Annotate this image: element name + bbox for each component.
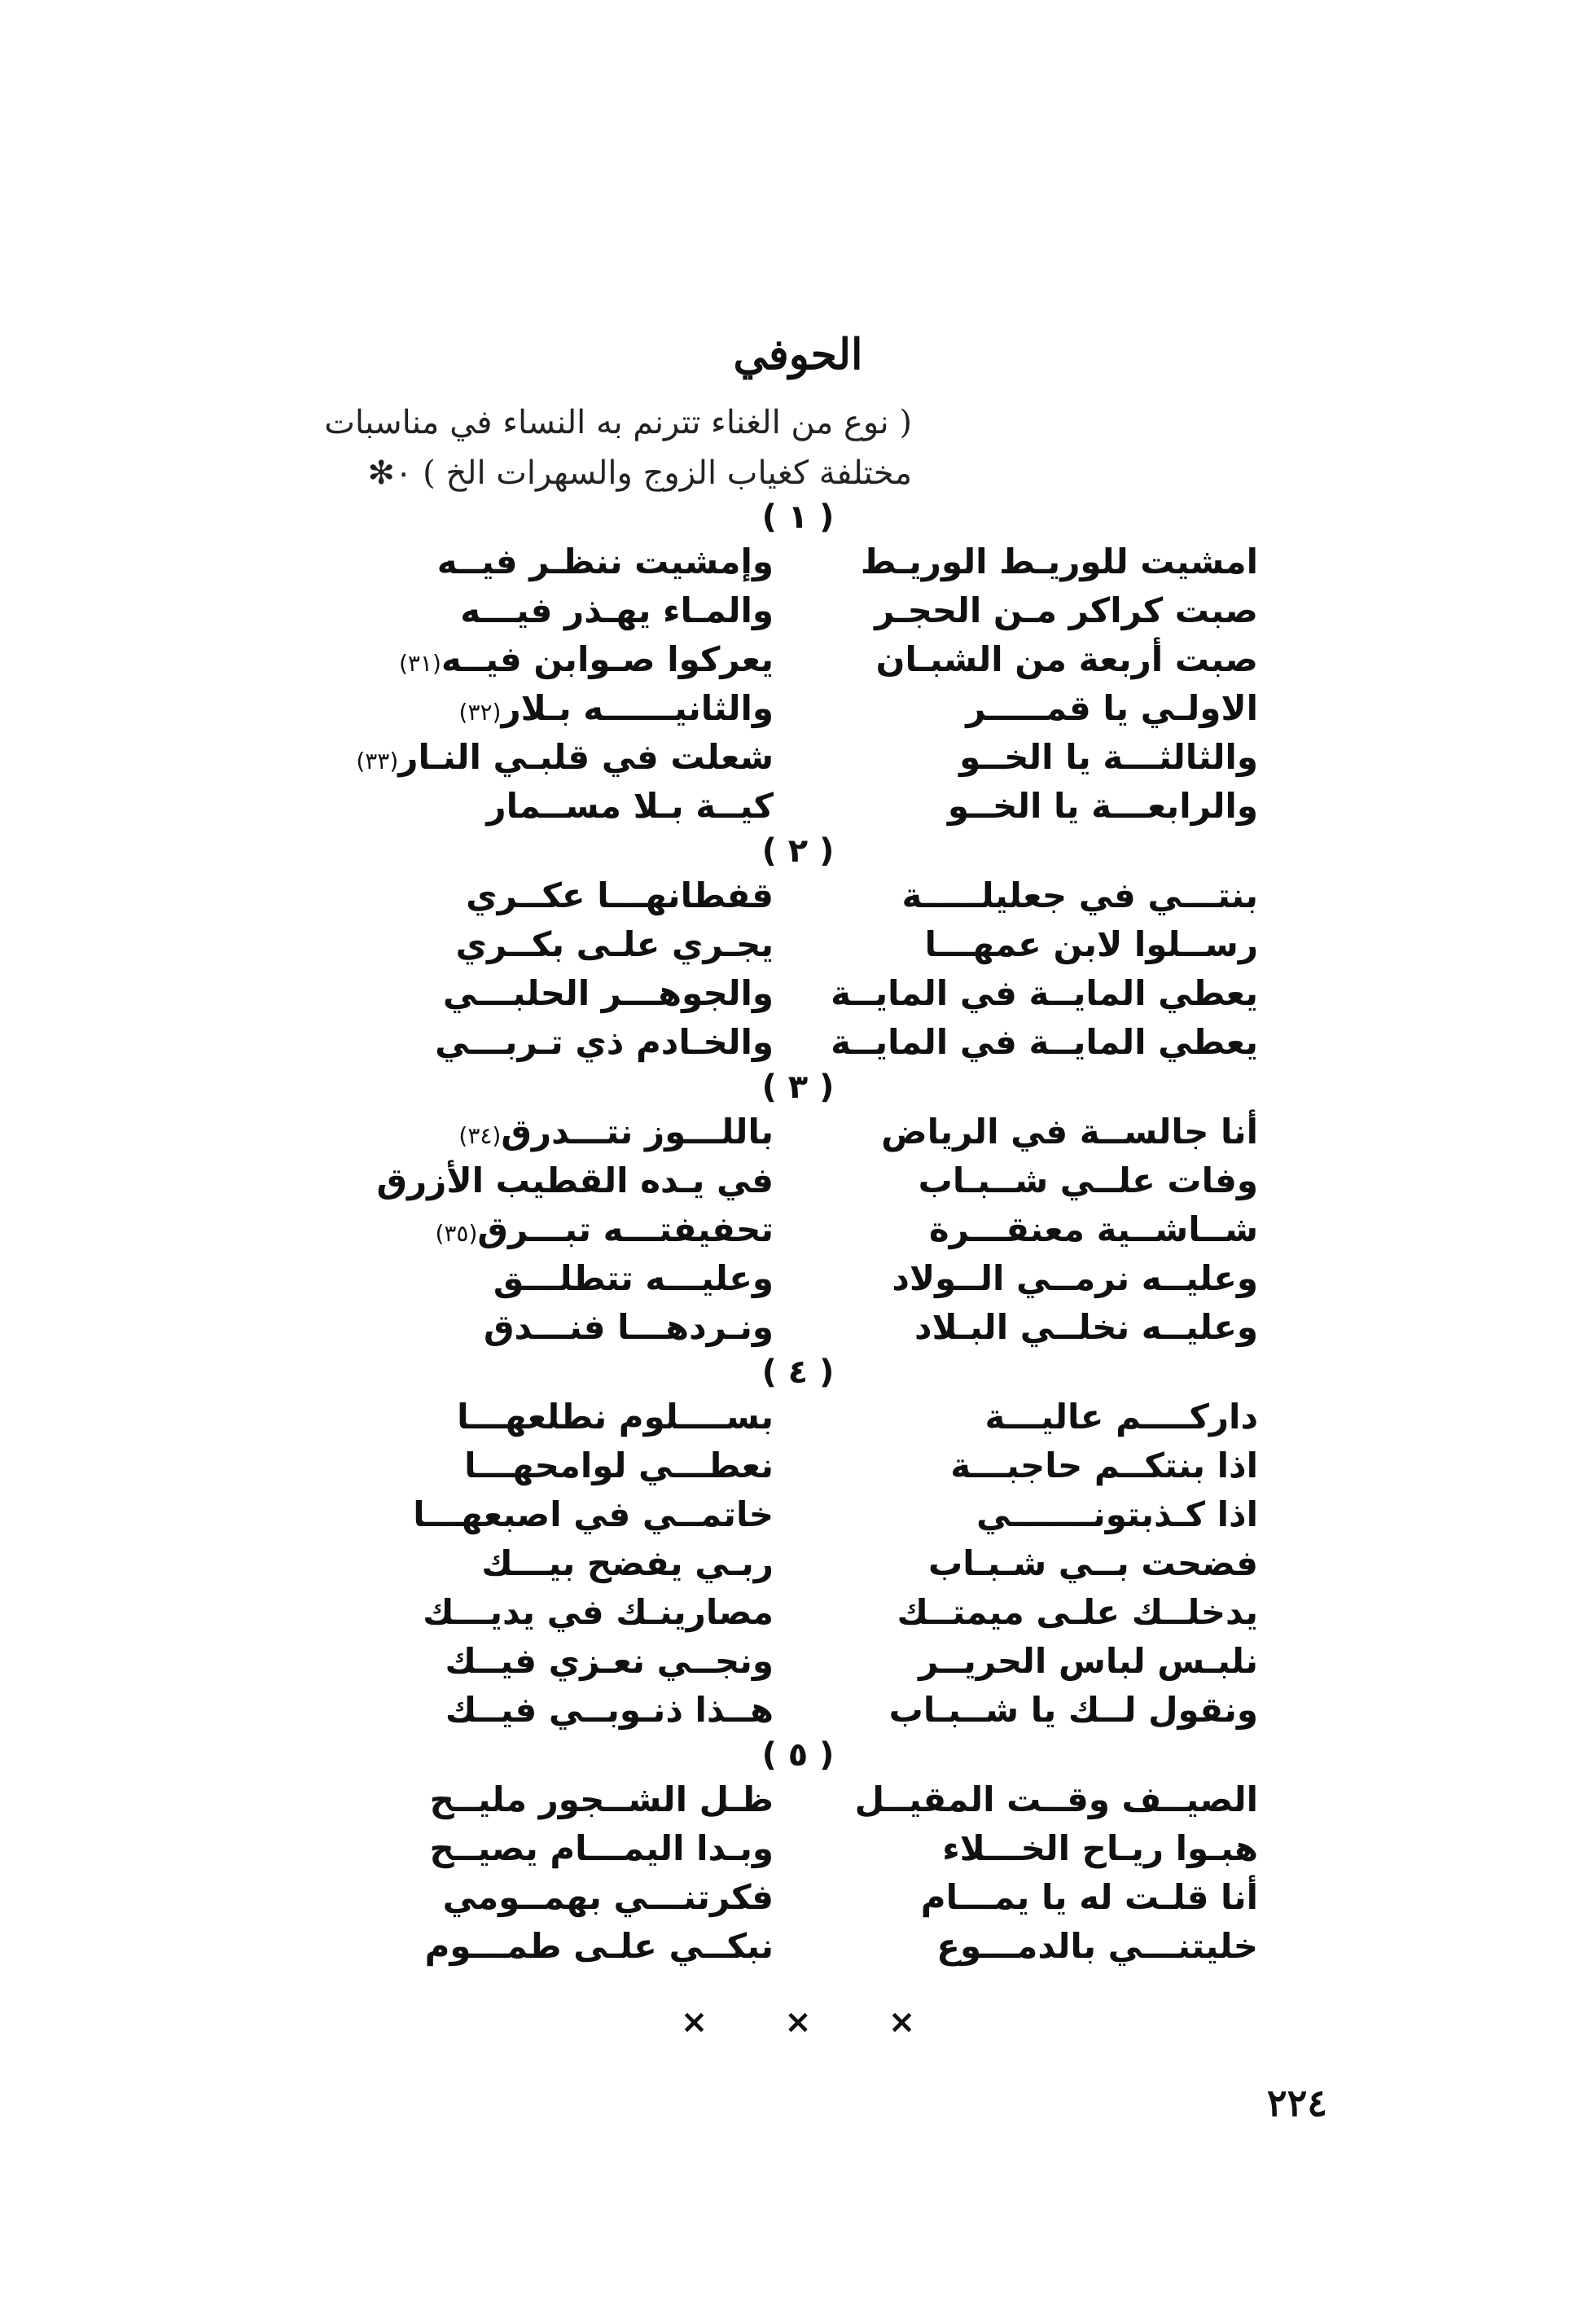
verse-second-hemistich xyxy=(318,1588,774,1641)
verse-second-hemistich xyxy=(318,1018,774,1071)
verse-first-hemistich: صبت كراكر مـن الحجـر xyxy=(875,590,1258,630)
footnote-ref: (٣٣) xyxy=(356,748,399,774)
verse-first-hemistich: وفات علــي شــبـاب xyxy=(918,1160,1258,1200)
verse-row xyxy=(0,1156,1596,1205)
verse-second-text: هــذا ذنـوبــي فيــك xyxy=(445,1690,774,1730)
verse-first-hemistich: صبت أربعة من الشبـان xyxy=(875,639,1258,679)
footnote-ref: (٣١) xyxy=(398,650,441,677)
verse-second-hemistich xyxy=(318,1637,774,1690)
verse-row xyxy=(0,1108,1596,1156)
page-number: ٢٢٤ xyxy=(1266,2081,1327,2125)
verse-second-text: شعلت في قلبـي النـار xyxy=(398,737,774,777)
verse-second-text: وإمشيت ننظـر فيــه xyxy=(436,542,774,581)
verse-first-hemistich: أنا قلـت له يا يمـــام xyxy=(920,1877,1258,1917)
verse-second-text: كيــة بـلا مســمار xyxy=(486,786,774,826)
verse-second-hemistich xyxy=(318,1254,774,1307)
verse-second-hemistich xyxy=(318,1922,774,1975)
verse-second-text: في يـده القطيب الأزرق xyxy=(376,1160,774,1200)
verse-second-hemistich xyxy=(318,1205,774,1258)
separator-mark: × xyxy=(888,2003,916,2041)
verse-row xyxy=(0,1490,1596,1539)
verse-first-hemistich: نلبـس لباس الحريــر xyxy=(919,1641,1258,1681)
verse-second-hemistich xyxy=(318,1156,774,1209)
verse-second-text: والجوهـــر الحلبـــي xyxy=(442,973,774,1013)
verse-first-hemistich: خليتنـــي بالدمـــوع xyxy=(936,1926,1258,1966)
verse-first-hemistich: فضحت بــي شـبـاب xyxy=(928,1543,1258,1583)
verse-second-text: قفطانهـــا عكــري xyxy=(466,875,774,915)
verse-row xyxy=(0,1254,1596,1303)
verse-second-text: تحفيفتـــه تبـــرق xyxy=(477,1209,774,1249)
section-number: ( ٥ ) xyxy=(761,1736,835,1774)
verse-first-hemistich: بنتـــي في جعليلـــــة xyxy=(901,875,1258,915)
verse-second-text: والخـادم ذي تـربـــي xyxy=(435,1022,774,1062)
verse-second-hemistich xyxy=(318,1441,774,1494)
verse-second-hemistich xyxy=(318,1686,774,1739)
footnote-ref: (٣٥) xyxy=(435,1220,478,1247)
verse-first-hemistich: اذا بنتكــم حاجبـــة xyxy=(950,1446,1258,1485)
verse-row xyxy=(0,969,1596,1018)
separator-mark: × xyxy=(680,2003,708,2041)
verse-row xyxy=(0,1539,1596,1588)
verse-row xyxy=(0,1303,1596,1352)
poem-section xyxy=(0,1067,1596,1352)
intro-line-2: مختلفة كغياب الزوج والسهرات الخ ) ٠✻ xyxy=(367,454,912,492)
poem-section xyxy=(0,1735,1596,1971)
verse-first-hemistich: والثالثـــة يا الخــو xyxy=(959,737,1258,777)
verse-row xyxy=(0,684,1596,733)
verse-row xyxy=(0,1873,1596,1922)
verse-second-text: باللـــوز نتـــدرق xyxy=(501,1112,774,1152)
verse-row xyxy=(0,1637,1596,1686)
verse-second-text: بســــلوم نطلعهـــا xyxy=(457,1397,774,1437)
verse-second-text: مصارينـك في يديـــك xyxy=(423,1592,774,1632)
verse-second-text: يجـري علـى بكــري xyxy=(455,924,774,964)
verse-row xyxy=(0,1824,1596,1873)
verse-second-hemistich xyxy=(318,635,774,688)
verse-second-text: فكرتنـــي بهمــومي xyxy=(442,1877,774,1917)
verse-second-hemistich xyxy=(318,586,774,639)
verse-second-text: نبكــي علـى طمـــوم xyxy=(424,1926,774,1966)
verse-row xyxy=(0,586,1596,635)
verse-second-text: ونجــي نعـزي فيــك xyxy=(445,1641,774,1681)
intro-text xyxy=(244,397,912,498)
verse-second-hemistich xyxy=(318,969,774,1022)
separator-mark: × xyxy=(784,2003,812,2041)
verse-first-hemistich: شــاشــية معنقـــرة xyxy=(928,1209,1258,1249)
verse-first-hemistich: رســلوا لابن عمهـــا xyxy=(924,924,1258,964)
verse-row xyxy=(0,733,1596,782)
verse-second-hemistich xyxy=(318,684,774,737)
intro-line-1: ( نوع من الغناء تترنم به النساء في مناسبات xyxy=(324,404,912,441)
verse-first-hemistich: وعليــه نرمــي الــولاد xyxy=(892,1258,1258,1298)
verse-second-text: يعركوا صـوابن فيــه xyxy=(441,639,774,679)
verse-row xyxy=(0,1018,1596,1067)
verse-second-hemistich xyxy=(318,920,774,973)
section-number: ( ٣ ) xyxy=(761,1068,835,1106)
verse-second-hemistich xyxy=(318,1824,774,1877)
section-number: ( ٤ ) xyxy=(761,1354,835,1391)
section-separator xyxy=(0,2003,1596,2041)
verse-first-hemistich: اذا كـذبتونـــــــي xyxy=(976,1494,1258,1534)
verse-row xyxy=(0,920,1596,969)
verse-second-text: ونـردهـــا فنـــدق xyxy=(483,1307,774,1347)
verse-first-hemistich: هبـوا ريـاح الخـــلاء xyxy=(942,1828,1258,1868)
verse-second-text: والثانيــــــه بـلار xyxy=(501,688,774,728)
verse-row xyxy=(0,1441,1596,1490)
verse-row xyxy=(0,1775,1596,1824)
verse-first-hemistich: يعطي المايــة في المايــة xyxy=(831,973,1258,1013)
verse-row xyxy=(0,1588,1596,1637)
verse-second-hemistich xyxy=(318,782,774,835)
verse-second-text: ظـل الشــجور مليــح xyxy=(429,1779,774,1819)
verse-second-hemistich xyxy=(318,1873,774,1926)
verse-first-hemistich: الصيــف وقــت المقيــل xyxy=(854,1779,1258,1819)
verse-row xyxy=(0,1393,1596,1441)
section-number: ( ٢ ) xyxy=(761,832,835,870)
verse-first-hemistich: ونقول لــك يا شــبـاب xyxy=(888,1690,1258,1730)
verse-first-hemistich: داركــــم عاليـــة xyxy=(984,1397,1258,1437)
verse-second-hemistich xyxy=(318,1108,774,1160)
verse-row xyxy=(0,635,1596,684)
verse-second-text: وعليـــه تتطلـــق xyxy=(493,1258,774,1298)
verse-second-text: خاتمــي في اصبعهـــا xyxy=(413,1494,774,1534)
verse-second-hemistich xyxy=(318,1393,774,1446)
verse-second-hemistich xyxy=(318,1775,774,1828)
footnote-ref: (٣٤) xyxy=(458,1122,502,1149)
verse-first-hemistich: وعليــه نخلــي البـلاد xyxy=(914,1307,1258,1347)
footnote-ref: (٣٢) xyxy=(458,699,502,726)
verse-second-hemistich xyxy=(318,1303,774,1356)
verse-first-hemistich: والرابعـــة يا الخــو xyxy=(947,786,1258,826)
verse-second-text: وبـدا اليمـــام يصيــح xyxy=(429,1828,774,1868)
verse-second-hemistich xyxy=(318,1539,774,1592)
verse-second-hemistich xyxy=(318,537,774,590)
verse-row xyxy=(0,871,1596,920)
verse-row xyxy=(0,1922,1596,1971)
verse-row xyxy=(0,1205,1596,1254)
verse-row xyxy=(0,537,1596,586)
verse-second-text: والمـاء يهـذر فيـــه xyxy=(460,590,774,630)
poem-sections xyxy=(0,497,1596,1971)
verse-second-hemistich xyxy=(318,1490,774,1543)
verse-second-text: ربـي يفضح بيـــك xyxy=(481,1543,774,1583)
verse-row xyxy=(0,1686,1596,1735)
verse-second-hemistich xyxy=(318,733,774,786)
verse-second-hemistich xyxy=(318,871,774,924)
page-title: الحوفي xyxy=(733,330,863,380)
section-number: ( ١ ) xyxy=(761,498,835,536)
verse-first-hemistich: يدخلــك علـى ميمتــك xyxy=(897,1592,1258,1632)
verse-first-hemistich: يعطي المايــة في المايــة xyxy=(831,1022,1258,1062)
verse-first-hemistich: أنا جالســة في الرياض xyxy=(881,1112,1258,1152)
verse-first-hemistich: الاولـي يا قمـــــر xyxy=(966,688,1258,728)
poem-section xyxy=(0,1352,1596,1735)
verse-row xyxy=(0,782,1596,831)
poem-section xyxy=(0,831,1596,1067)
verse-second-text: نعطـــي لوامحهـــا xyxy=(464,1446,774,1485)
poem-section xyxy=(0,497,1596,831)
verse-first-hemistich: امشيت للوريـط الوريـط xyxy=(860,542,1258,581)
